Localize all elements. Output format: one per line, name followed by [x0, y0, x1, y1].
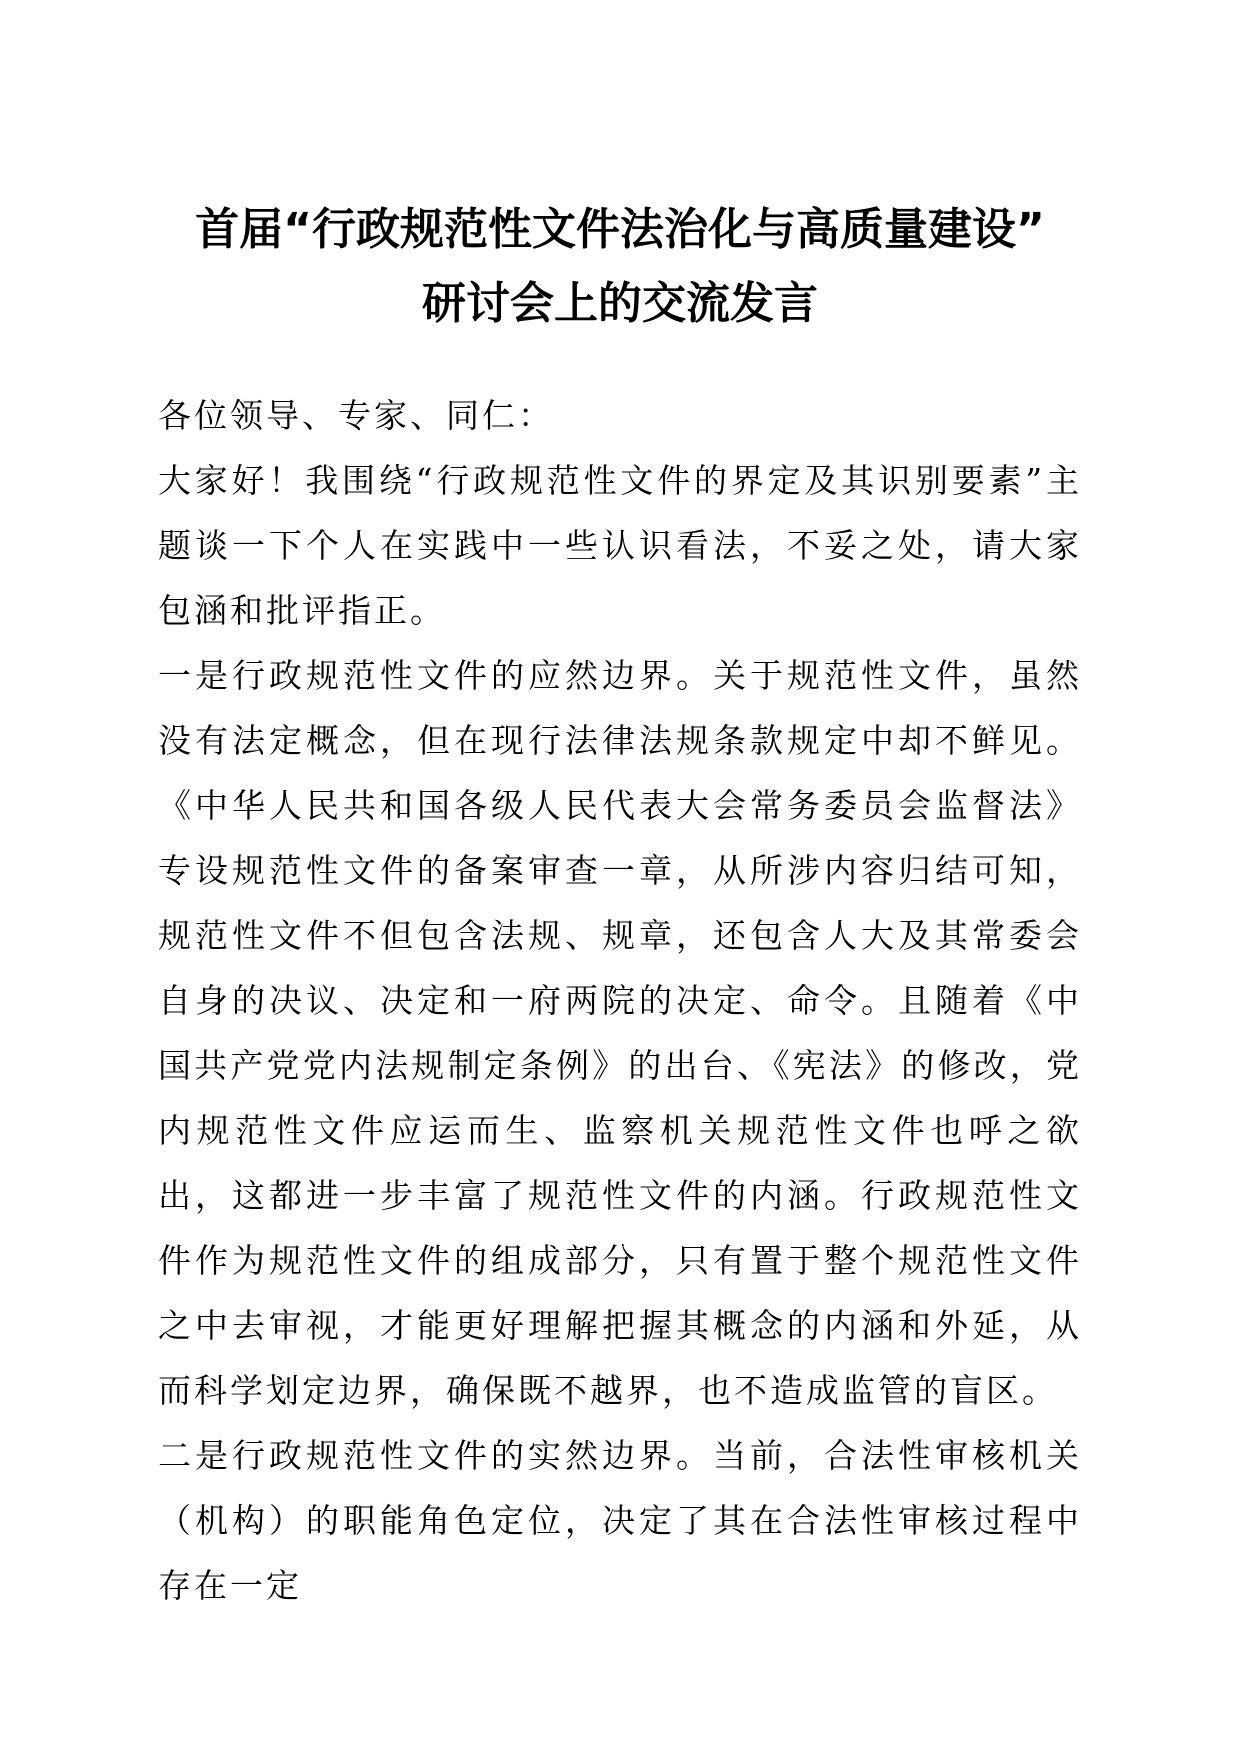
title-line-1: 首届“行政规范性文件法治化与高质量建设”	[195, 204, 1045, 255]
document-title	[158, 193, 1082, 341]
section-two-paragraph: 二是行政规范性文件的实然边界。当前，合法性审核机关（机构）的职能角色定位，决定了其在合法性审核过程中存在一定	[158, 1436, 1082, 1605]
title-line-2: 研讨会上的交流发言	[422, 278, 818, 329]
salutation-paragraph: 各位领导、专家、同仁：	[158, 396, 554, 435]
document-body	[158, 383, 1082, 1618]
section-one-paragraph: 一是行政规范性文件的应然边界。关于规范性文件，虽然没有法定概念，但在现行法律法规条款规定中却不鲜见。《中华人民共和国各级人民代表大会常务委员会监督法》专设规范性文件的备案审查一章，从所涉内容归结可知，规范性文件不但包含法规、规章，还包含人大及其常委会自身的决议、决定和一府两院的决定、命令。且随着《中国共产党党内法规制定条例》的出台、《宪法》的修改，党内规范性文件应运而生、监察机关规范性文件也呼之欲出，这都进一步丰富了规范性文件的内涵。行政规范性文件作为规范性文件的组成部分，只有置于整个规范性文件之中去审视，才能更好理解把握其概念的内涵和外延，从而科学划定边界，确保既不越界，也不造成监管的盲区。	[158, 656, 1082, 1410]
opening-paragraph: 大家好！我围绕“行政规范性文件的界定及其识别要素”主题谈一下个人在实践中一些认识看法，不妥之处，请大家包涵和批评指正。	[158, 461, 1082, 630]
